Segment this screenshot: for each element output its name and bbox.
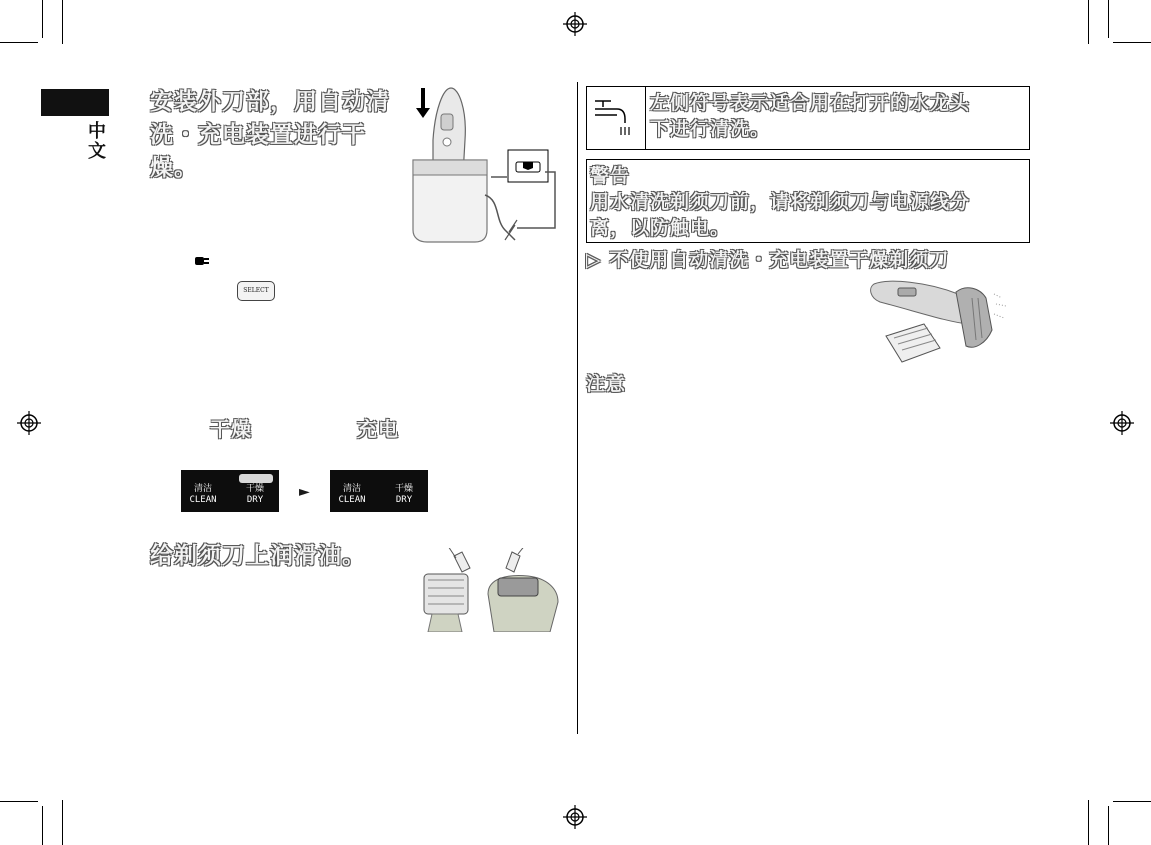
crop-mark xyxy=(1108,806,1109,845)
registration-mark-icon xyxy=(17,411,41,435)
tap-icon-cell xyxy=(587,87,646,149)
warning-line: 用水清洗剃须刀前，请将剃须刀与电源线分 xyxy=(590,191,971,213)
note-title: 注意 xyxy=(586,373,627,395)
crop-mark xyxy=(62,0,63,44)
display-panel-dry xyxy=(181,470,279,512)
display-panel-charge xyxy=(330,470,428,512)
status-charge: 充电 xyxy=(357,417,399,441)
tap-info-line: 下进行清洗。 xyxy=(650,118,771,140)
status-dry: 干燥 xyxy=(210,417,252,441)
crop-mark xyxy=(1113,801,1151,802)
crop-mark xyxy=(0,42,38,43)
display-dry: 干燥 DRY xyxy=(245,484,264,505)
plug-icon xyxy=(193,254,211,268)
warning-line: 离，以防触电。 xyxy=(590,217,731,239)
column-divider xyxy=(577,82,578,734)
language-tab xyxy=(41,89,109,116)
shaver-illustration xyxy=(868,274,1018,370)
heading-line: 安装外刀部，用自动清 xyxy=(150,89,390,115)
select-button-label: SELECT xyxy=(243,287,269,294)
crop-mark xyxy=(42,0,43,38)
tap-info-box xyxy=(586,86,1030,150)
tap-info-line: 左侧符号表示适合用在打开的水龙头 xyxy=(650,92,971,114)
registration-mark-icon xyxy=(1110,411,1134,435)
step-heading-install-dry xyxy=(150,86,410,185)
warning-box xyxy=(586,159,1030,243)
language-label: 中文 xyxy=(88,121,106,162)
crop-mark xyxy=(1088,0,1089,44)
display-arrow-icon: ► xyxy=(299,484,310,500)
warning-title: 警告 xyxy=(590,165,631,187)
select-button-icon xyxy=(237,281,275,301)
oiling-illustration xyxy=(418,548,568,632)
crop-mark xyxy=(1108,0,1109,38)
tap-info-text xyxy=(650,90,1026,142)
faucet-icon xyxy=(587,87,645,149)
registration-mark-icon xyxy=(563,12,587,36)
crop-mark xyxy=(62,800,63,845)
crop-mark xyxy=(42,806,43,845)
registration-mark-icon xyxy=(563,805,587,829)
drying-subheading: ▷ 不使用自动清洗・充电装置干燥剃须刀 xyxy=(586,249,950,271)
display-clean: 清洁 CLEAN xyxy=(189,484,217,505)
display-clean: 清洁 CLEAN xyxy=(338,484,366,505)
dry-indicator-light xyxy=(239,474,273,483)
cleaning-station-illustration xyxy=(405,80,565,245)
step-heading-oil: 给剃须刀上润滑油。 xyxy=(150,543,366,569)
display-dry: 干燥 DRY xyxy=(394,484,413,505)
heading-line: 洗・充电装置进行干燥。 xyxy=(150,122,366,181)
crop-mark xyxy=(1088,800,1089,845)
crop-mark xyxy=(1113,42,1151,43)
crop-mark xyxy=(0,801,38,802)
warning-text xyxy=(590,163,1026,241)
